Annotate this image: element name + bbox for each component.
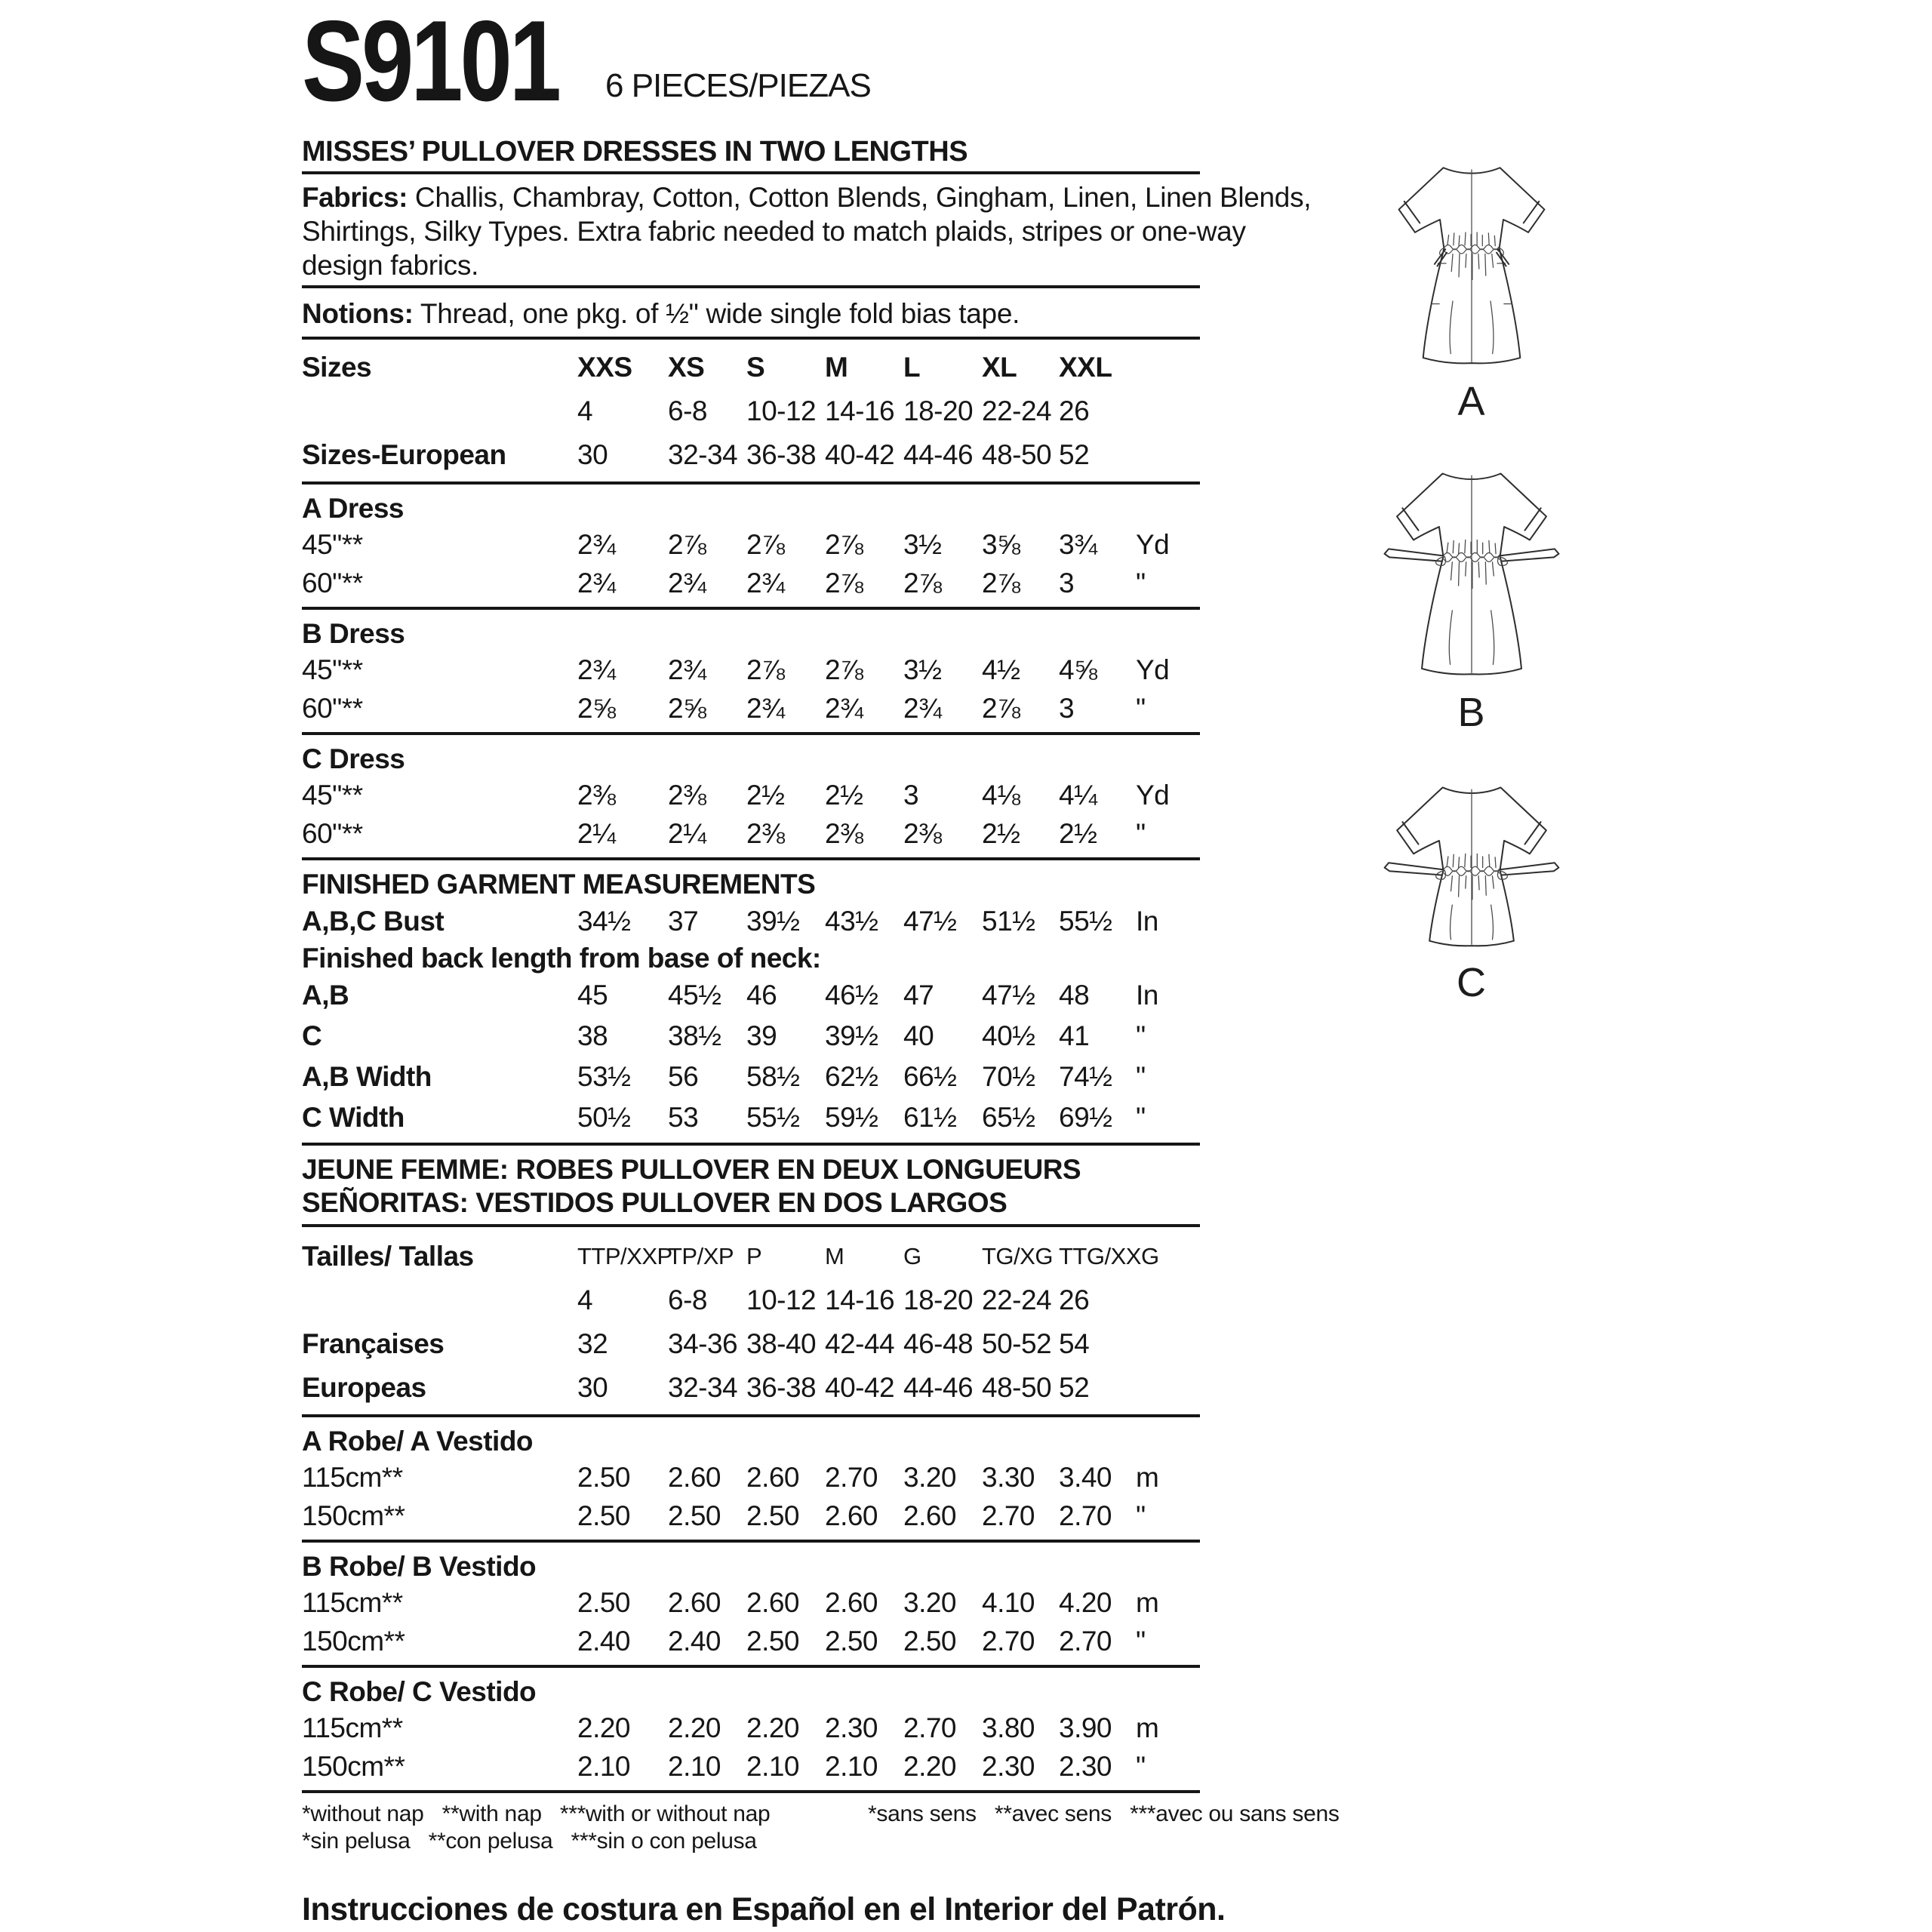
value-cell: 2.30 bbox=[1059, 1751, 1112, 1782]
value-cell: 37 bbox=[668, 906, 699, 937]
row-label: 45"** bbox=[302, 780, 363, 811]
row-label: 115cm** bbox=[302, 1462, 403, 1493]
yardage-row bbox=[302, 776, 1200, 814]
dress-section-heading: C Dress bbox=[302, 743, 405, 774]
value-cell: 14-16 bbox=[825, 1284, 895, 1315]
value-cell: 36-38 bbox=[746, 1372, 817, 1403]
value-cell: 47½ bbox=[982, 980, 1035, 1011]
value-cell: 61½ bbox=[903, 1102, 957, 1133]
robe-section-heading: A Robe/ A Vestido bbox=[302, 1426, 534, 1457]
row-label: 60"** bbox=[302, 818, 363, 849]
dress-a-back-view-illustration bbox=[1377, 147, 1566, 374]
value-cell: 2.50 bbox=[746, 1626, 800, 1657]
divider bbox=[302, 337, 1200, 340]
metric-row bbox=[302, 1497, 1200, 1535]
dress-b-back-view-illustration bbox=[1347, 453, 1596, 685]
fabrics-line: Shirtings, Silky Types. Extra fabric needed to match plaids, stripes or one-way bbox=[302, 216, 1246, 247]
value-cell: 48 bbox=[1059, 980, 1090, 1011]
value-cell: 2.50 bbox=[577, 1462, 631, 1493]
value-cell: 48-50 bbox=[982, 439, 1052, 470]
metric-row bbox=[302, 1583, 1200, 1622]
value-cell: 55½ bbox=[746, 1102, 800, 1133]
value-cell: 26 bbox=[1059, 1284, 1090, 1315]
row-label: Europeas bbox=[302, 1372, 426, 1403]
value-cell: 2⅞ bbox=[903, 568, 942, 598]
foreign-title: SEÑORITAS: VESTIDOS PULLOVER EN DOS LARGOS bbox=[302, 1187, 1008, 1218]
row-label: A,B Width bbox=[302, 1061, 432, 1092]
measurement-row bbox=[302, 1016, 1200, 1057]
row-label: Françaises bbox=[302, 1328, 445, 1359]
value-cell: 2¼ bbox=[577, 818, 616, 849]
page-title: MISSES’ PULLOVER DRESSES IN TWO LENGTHS bbox=[302, 136, 968, 168]
value-cell: TG/XG bbox=[982, 1243, 1053, 1269]
value-cell: 22-24 bbox=[982, 395, 1052, 426]
value-cell: 38 bbox=[577, 1020, 608, 1051]
value-cell: 4⅛ bbox=[982, 780, 1020, 811]
value-cell: 2.60 bbox=[668, 1587, 721, 1618]
value-cell: 2¾ bbox=[577, 529, 616, 560]
sizes-header-row bbox=[302, 346, 1200, 389]
row-label: 45"** bbox=[302, 529, 363, 560]
view-a-figure bbox=[1343, 147, 1600, 425]
value-cell: TP/XP bbox=[668, 1243, 734, 1269]
francaises-row bbox=[302, 1322, 1200, 1366]
value-cell: 2⅜ bbox=[825, 818, 863, 849]
value-cell: 2.60 bbox=[668, 1462, 721, 1493]
unit-cell: Yd bbox=[1136, 529, 1170, 560]
value-cell: 70½ bbox=[982, 1061, 1035, 1092]
value-cell: 50½ bbox=[577, 1102, 631, 1133]
unit-cell: Yd bbox=[1136, 654, 1170, 685]
value-cell: TTP/XXP bbox=[577, 1243, 672, 1269]
header bbox=[302, 0, 1200, 125]
metric-row bbox=[302, 1622, 1200, 1660]
unit-cell: m bbox=[1136, 1462, 1159, 1493]
value-cell: 34-36 bbox=[668, 1328, 738, 1359]
value-cell: 2.70 bbox=[1059, 1626, 1112, 1657]
value-cell: 2¾ bbox=[903, 693, 942, 724]
measurement-row bbox=[302, 1097, 1200, 1138]
value-cell: 58½ bbox=[746, 1061, 800, 1092]
value-cell: 2⅜ bbox=[668, 780, 706, 811]
value-cell: 2.60 bbox=[903, 1500, 957, 1531]
value-cell: 2.30 bbox=[982, 1751, 1035, 1782]
value-cell: 2¾ bbox=[746, 693, 785, 724]
metric-row bbox=[302, 1709, 1200, 1747]
value-cell: 69½ bbox=[1059, 1102, 1112, 1133]
value-cell: 3.90 bbox=[1059, 1712, 1112, 1743]
row-label: 45"** bbox=[302, 654, 363, 685]
value-cell: 2.50 bbox=[577, 1500, 631, 1531]
value-cell: M bbox=[825, 352, 848, 383]
divider bbox=[302, 1665, 1200, 1668]
tailles-numbers-row bbox=[302, 1278, 1200, 1322]
row-label: 150cm** bbox=[302, 1626, 405, 1657]
divider bbox=[302, 607, 1200, 610]
value-cell: 4½ bbox=[982, 654, 1020, 685]
value-cell: 42-44 bbox=[825, 1328, 895, 1359]
value-cell: 2⅞ bbox=[982, 568, 1020, 598]
value-cell: 2.50 bbox=[903, 1626, 957, 1657]
divider bbox=[302, 1414, 1200, 1417]
unit-cell bbox=[1136, 1235, 1200, 1278]
value-cell: 4 bbox=[577, 395, 593, 426]
value-cell: 3½ bbox=[903, 529, 942, 560]
value-cell: 3.80 bbox=[982, 1712, 1035, 1743]
value-cell: 2¾ bbox=[577, 568, 616, 598]
divider bbox=[302, 1143, 1200, 1146]
dress-section-heading: A Dress bbox=[302, 493, 404, 524]
row-label: Sizes bbox=[302, 352, 372, 383]
value-cell: 2.10 bbox=[577, 1751, 631, 1782]
divider bbox=[302, 732, 1200, 735]
fabrics-paragraph bbox=[302, 180, 1312, 282]
value-cell: 2⅞ bbox=[746, 529, 785, 560]
value-cell: 14-16 bbox=[825, 395, 895, 426]
value-cell: 2.50 bbox=[825, 1626, 878, 1657]
yardage-row bbox=[302, 814, 1200, 853]
value-cell: 4 bbox=[577, 1284, 593, 1315]
value-cell: 51½ bbox=[982, 906, 1035, 937]
european-sizes-row bbox=[302, 433, 1200, 477]
unit-cell bbox=[1136, 1278, 1200, 1322]
row-label: 150cm** bbox=[302, 1751, 405, 1782]
value-cell: 45½ bbox=[668, 980, 721, 1011]
value-cell: 2.20 bbox=[903, 1751, 957, 1782]
value-cell: 52 bbox=[1059, 439, 1090, 470]
row-label bbox=[302, 389, 577, 433]
unit-cell: In bbox=[1136, 980, 1158, 1011]
value-cell: 38-40 bbox=[746, 1328, 817, 1359]
value-cell: 2½ bbox=[825, 780, 863, 811]
pattern-number-text: S9101 bbox=[302, 0, 558, 125]
divider bbox=[302, 481, 1200, 485]
value-cell: 2.10 bbox=[746, 1751, 800, 1782]
value-cell: S bbox=[746, 352, 765, 383]
value-cell: 56 bbox=[668, 1061, 699, 1092]
notions-paragraph bbox=[302, 294, 1200, 334]
unit-cell: " bbox=[1136, 1751, 1146, 1782]
value-cell: 53½ bbox=[577, 1061, 631, 1092]
value-cell: 2¾ bbox=[825, 693, 863, 724]
metric-row bbox=[302, 1458, 1200, 1497]
value-cell: 41 bbox=[1059, 1020, 1090, 1051]
value-cell: 4⅝ bbox=[1059, 654, 1097, 685]
value-cell: TTG/XXG bbox=[1059, 1243, 1159, 1269]
value-cell: 2⅞ bbox=[825, 529, 863, 560]
row-label: 60"** bbox=[302, 568, 363, 598]
value-cell: 18-20 bbox=[903, 395, 974, 426]
value-cell: 4¼ bbox=[1059, 780, 1097, 811]
unit-cell bbox=[1136, 389, 1200, 433]
value-cell: 2.70 bbox=[825, 1462, 878, 1493]
value-cell: 2.20 bbox=[746, 1712, 800, 1743]
value-cell: 2¾ bbox=[577, 654, 616, 685]
unit-cell: " bbox=[1136, 1626, 1146, 1657]
measurement-row bbox=[302, 1057, 1200, 1097]
yardage-row bbox=[302, 525, 1200, 564]
value-cell: 2.20 bbox=[577, 1712, 631, 1743]
value-cell: 2½ bbox=[982, 818, 1020, 849]
fabrics-label: Fabrics: bbox=[302, 182, 408, 213]
value-cell: XXL bbox=[1059, 352, 1112, 383]
value-cell: P bbox=[746, 1243, 762, 1269]
value-cell: 2.60 bbox=[825, 1500, 878, 1531]
pieces-count: 6 PIECES/PIEZAS bbox=[605, 67, 871, 104]
unit-cell: Yd bbox=[1136, 780, 1170, 811]
value-cell: 3⅝ bbox=[982, 529, 1020, 560]
value-cell: M bbox=[825, 1243, 844, 1269]
value-cell: 2⅞ bbox=[982, 693, 1020, 724]
row-label: 150cm** bbox=[302, 1500, 405, 1531]
value-cell: 46-48 bbox=[903, 1328, 974, 1359]
value-cell: 44-46 bbox=[903, 439, 974, 470]
value-cell: 38½ bbox=[668, 1020, 721, 1051]
unit-cell: " bbox=[1136, 1102, 1146, 1133]
unit-cell: In bbox=[1136, 906, 1158, 937]
value-cell: 2¾ bbox=[668, 568, 706, 598]
value-cell: L bbox=[903, 352, 921, 383]
value-cell: 2⅞ bbox=[825, 568, 863, 598]
row-label: C bbox=[302, 1020, 322, 1051]
unit-cell bbox=[1136, 346, 1200, 389]
value-cell: 3 bbox=[1059, 693, 1075, 724]
divider bbox=[302, 857, 1200, 860]
tailles-header-row bbox=[302, 1235, 1200, 1278]
unit-cell: " bbox=[1136, 1500, 1146, 1531]
value-cell: 53 bbox=[668, 1102, 699, 1133]
metric-row bbox=[302, 1747, 1200, 1786]
unit-cell: " bbox=[1136, 568, 1146, 598]
divider bbox=[302, 1224, 1200, 1227]
value-cell: 3 bbox=[903, 780, 919, 811]
measurement-row bbox=[302, 901, 1200, 942]
value-cell: 4.20 bbox=[1059, 1587, 1112, 1618]
europeas-row bbox=[302, 1366, 1200, 1410]
yardage-tables bbox=[302, 346, 1200, 1793]
value-cell: 2.10 bbox=[825, 1751, 878, 1782]
footnote-french: *sans sens **avec sens ***avec ou sans sens bbox=[868, 1801, 1340, 1826]
value-cell: 2.60 bbox=[746, 1462, 800, 1493]
value-cell: 43½ bbox=[825, 906, 878, 937]
value-cell: 32-34 bbox=[668, 439, 738, 470]
value-cell: 39½ bbox=[825, 1020, 878, 1051]
spanish-instructions-note: Instrucciones de costura en Español en el Interior del Patrón. bbox=[302, 1891, 1226, 1927]
dress-section-heading: B Dress bbox=[302, 618, 405, 649]
value-cell: 2½ bbox=[1059, 818, 1097, 849]
value-cell: 2⅜ bbox=[577, 780, 616, 811]
value-cell: 2¼ bbox=[668, 818, 706, 849]
value-cell: 40-42 bbox=[825, 439, 895, 470]
row-label: Tailles/ Tallas bbox=[302, 1241, 474, 1272]
divider bbox=[302, 1790, 1200, 1793]
value-cell: 47 bbox=[903, 980, 934, 1011]
value-cell: 44-46 bbox=[903, 1372, 974, 1403]
value-cell: 30 bbox=[577, 439, 608, 470]
value-cell: 74½ bbox=[1059, 1061, 1112, 1092]
yardage-row bbox=[302, 689, 1200, 728]
value-cell: 45 bbox=[577, 980, 608, 1011]
value-cell: 2.10 bbox=[668, 1751, 721, 1782]
fabrics-line: design fabrics. bbox=[302, 250, 479, 281]
finished-measurements-heading: FINISHED GARMENT MEASUREMENTS bbox=[302, 869, 816, 900]
value-cell: 65½ bbox=[982, 1102, 1035, 1133]
unit-cell: " bbox=[1136, 818, 1146, 849]
value-cell: 3.20 bbox=[903, 1587, 957, 1618]
measurement-row bbox=[302, 975, 1200, 1016]
row-label: 115cm** bbox=[302, 1712, 403, 1743]
unit-cell: " bbox=[1136, 693, 1146, 724]
value-cell: 47½ bbox=[903, 906, 957, 937]
footnote-spanish: *sin pelusa **con pelusa ***sin o con pelusa bbox=[302, 1829, 757, 1854]
value-cell: 2¾ bbox=[746, 568, 785, 598]
unit-cell: m bbox=[1136, 1587, 1159, 1618]
value-cell: XS bbox=[668, 352, 705, 383]
value-cell: 2⅝ bbox=[668, 693, 706, 724]
value-cell: 2⅜ bbox=[903, 818, 942, 849]
value-cell: 22-24 bbox=[982, 1284, 1052, 1315]
unit-cell bbox=[1136, 1366, 1200, 1410]
fabrics-line bbox=[302, 180, 1312, 214]
value-cell: 40 bbox=[903, 1020, 934, 1051]
view-c-figure bbox=[1343, 767, 1600, 1006]
value-cell: 39 bbox=[746, 1020, 777, 1051]
value-cell: 40½ bbox=[982, 1020, 1035, 1051]
dress-c-back-view-illustration bbox=[1347, 767, 1596, 955]
row-label bbox=[302, 1278, 577, 1322]
value-cell: 59½ bbox=[825, 1102, 878, 1133]
notions-label: Notions: bbox=[302, 298, 414, 329]
value-cell: 3 bbox=[1059, 568, 1075, 598]
value-cell: 2⅜ bbox=[746, 818, 785, 849]
value-cell: 3.40 bbox=[1059, 1462, 1112, 1493]
value-cell: 36-38 bbox=[746, 439, 817, 470]
value-cell: 2⅞ bbox=[825, 654, 863, 685]
value-cell: 66½ bbox=[903, 1061, 957, 1092]
value-cell: 2.40 bbox=[577, 1626, 631, 1657]
value-cell: 10-12 bbox=[746, 395, 817, 426]
value-cell: 2.70 bbox=[982, 1500, 1035, 1531]
value-cell: 2.70 bbox=[1059, 1500, 1112, 1531]
row-label: A,B,C Bust bbox=[302, 906, 445, 937]
unit-cell: " bbox=[1136, 1061, 1146, 1092]
value-cell: 2.70 bbox=[982, 1626, 1035, 1657]
fabrics-text: Challis, Chambray, Cotton, Cotton Blends, Gingham, Linen, Linen Blends, bbox=[407, 182, 1312, 213]
value-cell: 2.30 bbox=[825, 1712, 878, 1743]
value-cell: 2.40 bbox=[668, 1626, 721, 1657]
footnote-english: *without nap **with nap ***with or without nap bbox=[302, 1801, 771, 1826]
value-cell: 3¾ bbox=[1059, 529, 1097, 560]
main-content-column bbox=[302, 0, 1340, 1928]
value-cell: 2.60 bbox=[746, 1587, 800, 1618]
view-c-label: C bbox=[1457, 960, 1487, 1005]
view-b-label: B bbox=[1457, 690, 1486, 735]
value-cell: 40-42 bbox=[825, 1372, 895, 1403]
value-cell: 2.50 bbox=[577, 1587, 631, 1618]
value-cell: 2.70 bbox=[903, 1712, 957, 1743]
value-cell: XL bbox=[982, 352, 1017, 383]
value-cell: 6-8 bbox=[668, 1284, 707, 1315]
value-cell: 26 bbox=[1059, 395, 1090, 426]
value-cell: 2⅞ bbox=[746, 654, 785, 685]
value-cell: 30 bbox=[577, 1372, 608, 1403]
value-cell: G bbox=[903, 1243, 921, 1269]
view-a-label: A bbox=[1457, 379, 1486, 424]
value-cell: 46 bbox=[746, 980, 777, 1011]
pattern-number bbox=[302, 0, 602, 125]
value-cell: 2½ bbox=[746, 780, 785, 811]
row-label: C Width bbox=[302, 1102, 405, 1133]
value-cell: 54 bbox=[1059, 1328, 1090, 1359]
row-label: Sizes-European bbox=[302, 439, 506, 470]
value-cell: 3.30 bbox=[982, 1462, 1035, 1493]
robe-section-heading: B Robe/ B Vestido bbox=[302, 1551, 537, 1582]
value-cell: 32 bbox=[577, 1328, 608, 1359]
divider bbox=[302, 285, 1200, 288]
value-cell: 2.50 bbox=[668, 1500, 721, 1531]
unit-cell bbox=[1136, 433, 1200, 477]
value-cell: 52 bbox=[1059, 1372, 1090, 1403]
value-cell: 2.20 bbox=[668, 1712, 721, 1743]
finished-subheading: Finished back length from base of neck: bbox=[302, 943, 821, 974]
value-cell: 3½ bbox=[903, 654, 942, 685]
value-cell: 34½ bbox=[577, 906, 631, 937]
value-cell: 39½ bbox=[746, 906, 800, 937]
notions-text: Thread, one pkg. of ½" wide single fold bias tape. bbox=[413, 298, 1020, 329]
divider bbox=[302, 171, 1200, 174]
row-label: 60"** bbox=[302, 693, 363, 724]
value-cell: XXS bbox=[577, 352, 632, 383]
unit-cell: m bbox=[1136, 1712, 1159, 1743]
value-cell: 50-52 bbox=[982, 1328, 1052, 1359]
yardage-row bbox=[302, 564, 1200, 602]
value-cell: 2¾ bbox=[668, 654, 706, 685]
value-cell: 2.60 bbox=[825, 1587, 878, 1618]
value-cell: 4.10 bbox=[982, 1587, 1035, 1618]
value-cell: 2⅝ bbox=[577, 693, 616, 724]
value-cell: 46½ bbox=[825, 980, 878, 1011]
value-cell: 55½ bbox=[1059, 906, 1112, 937]
unit-cell: " bbox=[1136, 1020, 1146, 1051]
size-numbers-row bbox=[302, 389, 1200, 433]
view-b-figure bbox=[1343, 453, 1600, 736]
value-cell: 62½ bbox=[825, 1061, 878, 1092]
yardage-row bbox=[302, 651, 1200, 689]
value-cell: 32-34 bbox=[668, 1372, 738, 1403]
value-cell: 2⅞ bbox=[668, 529, 706, 560]
value-cell: 3.20 bbox=[903, 1462, 957, 1493]
value-cell: 6-8 bbox=[668, 395, 707, 426]
footnotes bbox=[302, 1801, 1340, 1861]
value-cell: 10-12 bbox=[746, 1284, 817, 1315]
robe-section-heading: C Robe/ C Vestido bbox=[302, 1676, 537, 1707]
divider bbox=[302, 1540, 1200, 1543]
value-cell: 48-50 bbox=[982, 1372, 1052, 1403]
value-cell: 18-20 bbox=[903, 1284, 974, 1315]
foreign-title: JEUNE FEMME: ROBES PULLOVER EN DEUX LONGUEURS bbox=[302, 1154, 1081, 1185]
value-cell: 2.50 bbox=[746, 1500, 800, 1531]
row-label: 115cm** bbox=[302, 1587, 403, 1618]
unit-cell bbox=[1136, 1322, 1200, 1366]
row-label: A,B bbox=[302, 980, 349, 1011]
